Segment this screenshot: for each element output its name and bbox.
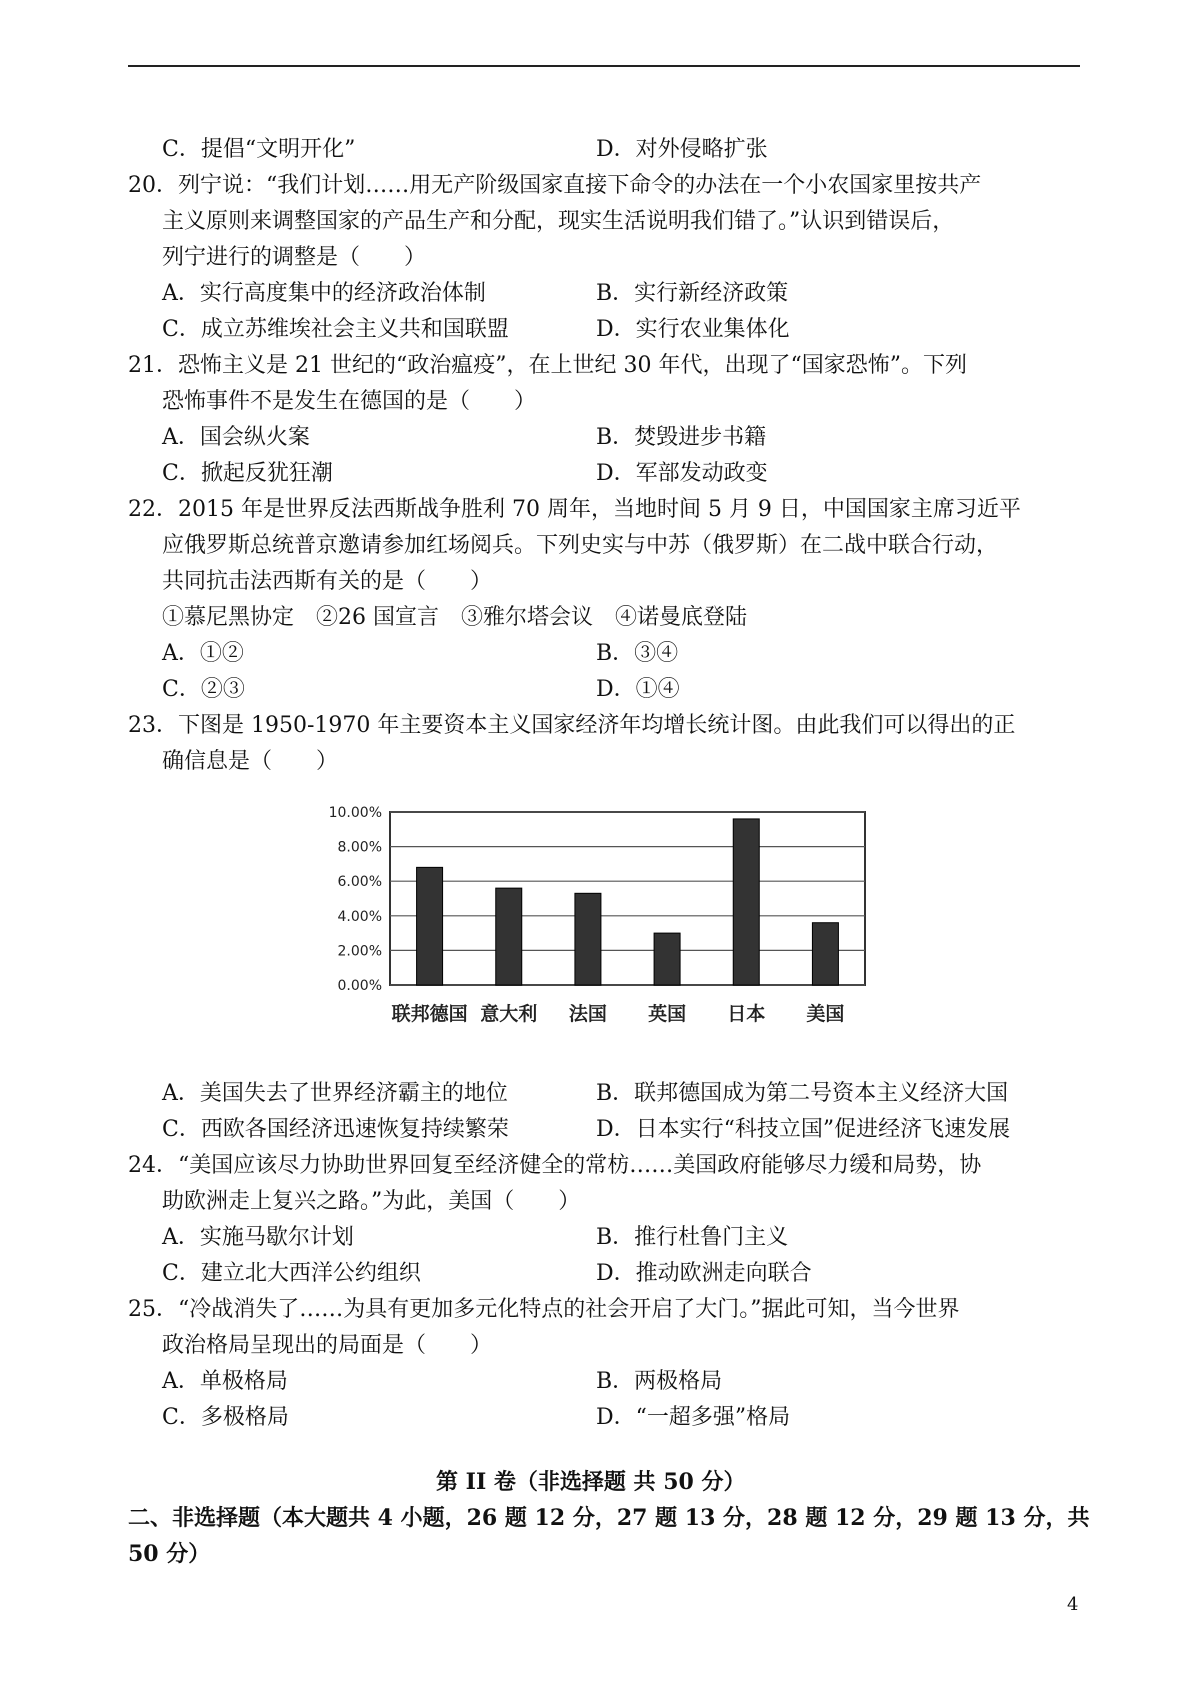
q22-stem-line-2: 应俄罗斯总统普京邀请参加红场阅兵。下列史实与中苏（俄罗斯）在二战中联合行动， — [162, 533, 999, 558]
chart-bar — [812, 923, 838, 985]
q25-stem-line-1: 25．“冷战消失了……为具有更加多元化特点的社会开启了大门。”据此可知，当今世界 — [128, 1297, 960, 1322]
chart-x-label: 日本 — [727, 1003, 766, 1025]
chart-y-tick-label: 4.00% — [337, 908, 382, 925]
part2-title: 第 II 卷（非选择题 共 50 分） — [436, 1469, 746, 1495]
q20-option-c: C．成立苏维埃社会主义共和国联盟 — [162, 317, 509, 342]
chart-x-label: 英国 — [648, 1003, 687, 1025]
q19-option-d: D．对外侵略扩张 — [596, 137, 768, 162]
growth-bar-chart — [320, 800, 880, 1060]
chart-plot-frame — [390, 812, 865, 985]
chart-y-tick-label: 10.00% — [328, 805, 382, 821]
chart-y-tick-label: 6.00% — [337, 874, 382, 891]
q22-option-b: B．③④ — [596, 641, 679, 666]
part2-heading-line-1: 二、非选择题（本大题共 4 小题，26 题 12 分，27 题 13 分，28 题 12 分，29 题 13 分，共 — [128, 1505, 1090, 1531]
q25-option-d: D．“一超多强”格局 — [596, 1405, 791, 1430]
q21-option-d: D．军部发动政变 — [596, 461, 768, 486]
q21-option-b: B．焚毁进步书籍 — [596, 425, 767, 450]
q25-option-b: B．两极格局 — [596, 1369, 723, 1394]
q22-stem-line-1: 22．2015 年是世界反法西斯战争胜利 70 周年，当地时间 5 月 9 日，中国国家主席习近平 — [128, 497, 1021, 522]
chart-bar — [417, 867, 443, 985]
q22-option-a: A．①② — [162, 641, 244, 666]
q20-stem-line-2: 主义原则来调整国家的产品生产和分配，现实生活说明我们错了。”认识到错误后， — [162, 209, 955, 234]
chart-x-label: 法国 — [568, 1003, 607, 1025]
q23-option-d: D．日本实行“科技立国”促进经济飞速发展 — [596, 1117, 1011, 1142]
q20-option-a: A．实行高度集中的经济政治体制 — [162, 281, 486, 306]
q19-option-c: C．提倡“文明开化” — [162, 137, 356, 162]
q23-stem-line-2: 确信息是（ ） — [162, 749, 339, 774]
chart-bar — [575, 893, 601, 985]
chart-bar — [496, 888, 522, 985]
q22-option-c: C．②③ — [162, 677, 245, 702]
q24-stem-line-1: 24．“美国应该尽力协助世界回复至经济健全的常枋……美国政府能够尽力缓和局势，协 — [128, 1153, 982, 1178]
q21-option-c: C．掀起反犹狂潮 — [162, 461, 333, 486]
q22-stem-line-3: 共同抗击法西斯有关的是（ ） — [162, 569, 493, 594]
q24-option-b: B．推行杜鲁门主义 — [596, 1225, 789, 1250]
q24-option-a: A．实施马歇尔计划 — [162, 1225, 354, 1250]
page-number: 4 — [1067, 1594, 1079, 1615]
q21-stem-line-1: 21．恐怖主义是 21 世纪的“政治瘟疫”，在上世纪 30 年代，出现了“国家恐怖”。下列 — [128, 353, 967, 378]
q20-option-d: D．实行农业集体化 — [596, 317, 790, 342]
chart-x-label: 美国 — [806, 1003, 845, 1025]
q23-option-b: B．联邦德国成为第二号资本主义经济大国 — [596, 1081, 1009, 1106]
chart-bar — [654, 933, 680, 985]
q25-option-c: C．多极格局 — [162, 1405, 289, 1430]
part2-heading-line-2: 50 分） — [128, 1541, 211, 1567]
q23-stem-line-1: 23．下图是 1950-1970 年主要资本主义国家经济年均增长统计图。由此我们可以得出的正 — [128, 713, 1016, 738]
q20-stem-line-1: 20．列宁说：“我们计划……用无产阶级国家直接下命令的办法在一个小农国家里按共产 — [128, 173, 982, 198]
q23-option-a: A．美国失去了世界经济霸主的地位 — [162, 1081, 508, 1106]
header-rule — [128, 65, 1080, 67]
chart-x-label: 联邦德国 — [391, 1003, 468, 1025]
chart-bar — [733, 819, 759, 985]
q24-option-d: D．推动欧洲走向联合 — [596, 1261, 812, 1286]
q22-option-d: D．①④ — [596, 677, 680, 702]
chart-y-tick-label: 2.00% — [337, 943, 382, 960]
q23-option-c: C．西欧各国经济迅速恢复持续繁荣 — [162, 1117, 509, 1142]
chart-x-label: 意大利 — [480, 1003, 538, 1025]
chart-y-tick-label: 8.00% — [337, 839, 382, 856]
q21-stem-line-2: 恐怖事件不是发生在德国的是（ ） — [162, 389, 537, 414]
q25-option-a: A．单极格局 — [162, 1369, 288, 1394]
q20-option-b: B．实行新经济政策 — [596, 281, 789, 306]
chart-y-tick-label: 0.00% — [337, 978, 382, 994]
q25-stem-line-2: 政治格局呈现出的局面是（ ） — [162, 1333, 493, 1358]
q24-stem-line-2: 助欧洲走上复兴之路。”为此，美国（ ） — [162, 1189, 581, 1214]
q22-items: ①慕尼黑协定 ②26 国宣言 ③雅尔塔会议 ④诺曼底登陆 — [162, 605, 747, 630]
q21-option-a: A．国会纵火案 — [162, 425, 310, 450]
q20-stem-line-3: 列宁进行的调整是（ ） — [162, 245, 427, 270]
q24-option-c: C．建立北大西洋公约组织 — [162, 1261, 421, 1286]
